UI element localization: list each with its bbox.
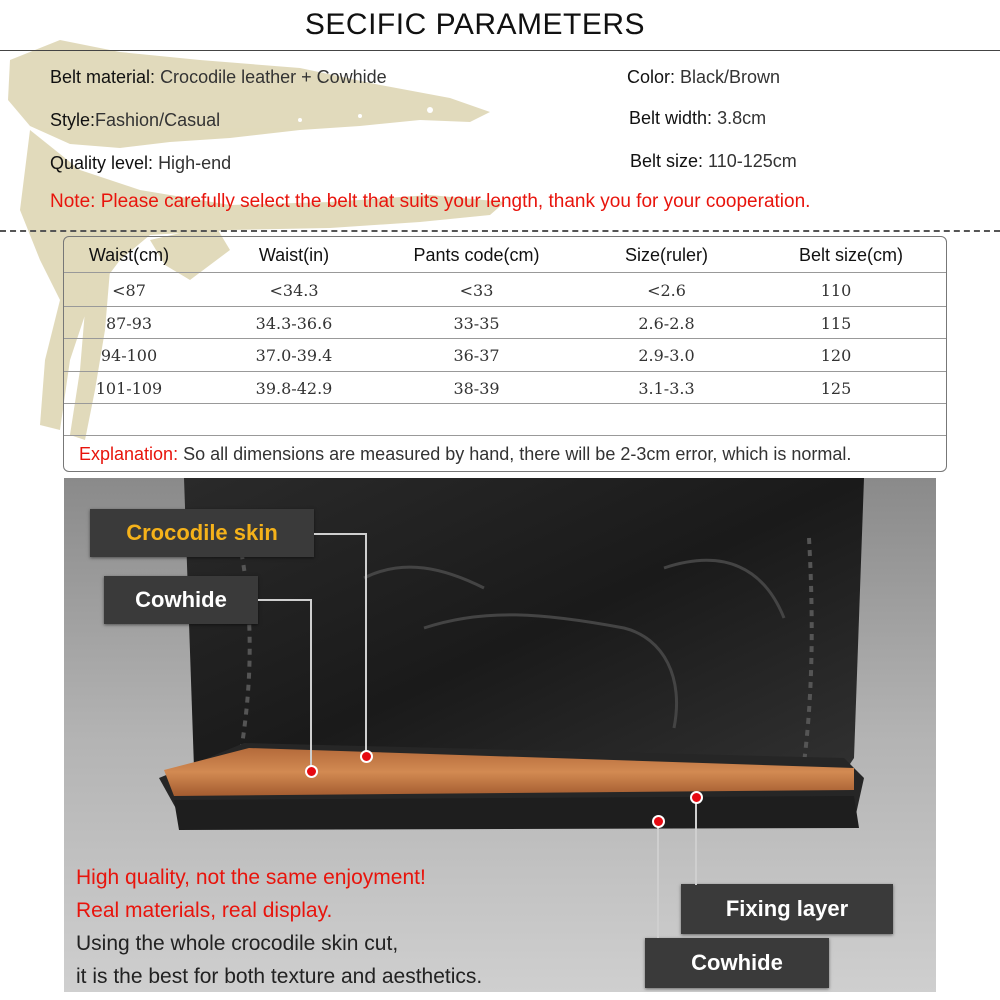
marker-dot: [305, 765, 318, 778]
table-cell: 36-37: [453, 346, 500, 365]
label-crocodile-skin: Crocodile skin: [90, 509, 314, 557]
label-fixing-layer: Fixing layer: [681, 884, 893, 934]
table-cell: <34.3: [269, 281, 319, 300]
label-cowhide-top: Cowhide: [104, 576, 258, 624]
table-rule: [64, 371, 946, 372]
table-header-cell: Waist(in): [258, 245, 330, 265]
page-title: SECIFIC PARAMETERS: [304, 8, 646, 41]
pointer-line: [657, 822, 659, 938]
table-explanation: Explanation: So all dimensions are measured by hand, there will be 2-3cm error, which is normal.: [79, 444, 852, 464]
size-note: Note: Please carefully select the belt that suits your length, thank you for your cooperation.: [50, 191, 811, 212]
marker-dot: [360, 750, 373, 763]
table-rule: [64, 272, 946, 273]
marker-dot: [690, 791, 703, 804]
spec-style: Style:Fashion/Casual: [50, 110, 221, 130]
pointer-line: [314, 533, 366, 535]
table-cell: 87-93: [105, 314, 153, 333]
table-header-cell: Pants code(cm): [413, 245, 540, 265]
pointer-line: [258, 599, 310, 601]
table-header-cell: Size(ruler): [624, 245, 708, 265]
table-cell: 2.6-2.8: [638, 314, 695, 333]
promo-line: Using the whole crocodile skin cut,: [76, 932, 399, 955]
spec-material: Belt material: Crocodile leather + Cowhide: [50, 67, 387, 87]
table-cell: 94-100: [100, 346, 158, 365]
table-rule: [64, 403, 946, 404]
spec-width: Belt width: 3.8cm: [629, 108, 767, 128]
table-cell: 110: [820, 281, 852, 300]
table-rule: [64, 435, 946, 436]
spec-size: Belt size: 110-125cm: [630, 151, 797, 171]
marker-dot: [652, 815, 665, 828]
spec-quality: Quality level: High-end: [50, 153, 232, 173]
table-cell: <2.6: [647, 281, 686, 300]
table-header-cell: Belt size(cm): [798, 245, 903, 265]
table-cell: 101-109: [95, 379, 163, 398]
table-rule: [64, 338, 946, 339]
table-header-cell: Waist(cm): [88, 245, 170, 265]
pointer-line: [695, 797, 697, 885]
table-cell: 33-35: [453, 314, 500, 333]
pointer-line: [365, 533, 367, 755]
table-cell: 2.9-3.0: [638, 346, 695, 365]
table-cell: 3.1-3.3: [638, 379, 695, 398]
table-cell: 120: [820, 346, 852, 365]
title-divider: [0, 50, 1000, 51]
table-cell: <87: [112, 281, 146, 300]
table-cell: <33: [459, 281, 494, 300]
table-cell: 38-39: [453, 379, 500, 398]
table-cell: 39.8-42.9: [255, 379, 333, 398]
pointer-line: [310, 599, 312, 769]
spec-color: Color: Black/Brown: [627, 67, 781, 87]
promo-line: Real materials, real display.: [76, 899, 333, 922]
table-rule: [64, 306, 946, 307]
dashed-divider: [0, 230, 1000, 232]
label-cowhide-bottom: Cowhide: [645, 938, 829, 988]
promo-line: High quality, not the same enjoyment!: [76, 866, 426, 889]
table-cell: 37.0-39.4: [255, 346, 333, 365]
size-table: [63, 236, 947, 472]
table-cell: 125: [820, 379, 852, 398]
table-cell: 115: [820, 314, 852, 333]
promo-line: it is the best for both texture and aesthetics.: [76, 965, 483, 988]
table-cell: 34.3-36.6: [255, 314, 333, 333]
